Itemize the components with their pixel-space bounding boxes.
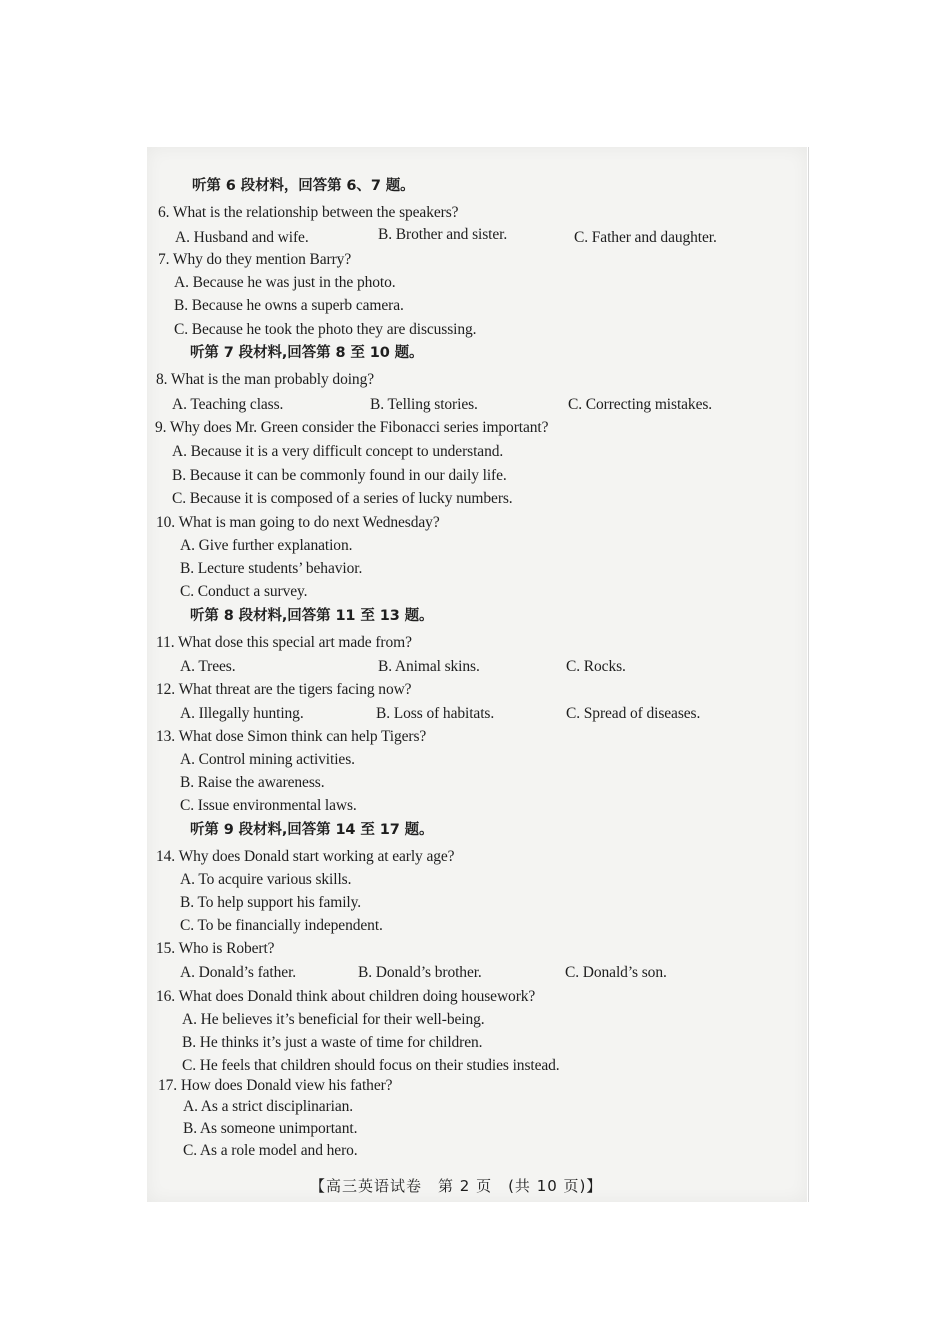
option-b: B. Because it can be commonly found in our daily life. xyxy=(172,467,507,484)
option-b: B. Brother and sister. xyxy=(378,226,508,243)
option-c: C. Because it is composed of a series of lucky numbers. xyxy=(172,490,513,507)
question-stem: 7. Why do they mention Barry? xyxy=(158,251,352,268)
question-stem: 8. What is the man probably doing? xyxy=(156,371,375,388)
option-c: C. As a role model and hero. xyxy=(183,1142,358,1159)
option-c: C. Donald’s son. xyxy=(565,964,667,981)
question-stem: 9. Why does Mr. Green consider the Fibonacci series important? xyxy=(155,419,549,436)
option-c: C. Because he took the photo they are discussing. xyxy=(174,321,477,338)
option-c: C. To be financially independent. xyxy=(180,917,383,934)
option-b: B. Loss of habitats. xyxy=(376,705,495,722)
option-c: C. He feels that children should focus on their studies instead. xyxy=(182,1057,560,1074)
section-heading: 听第 9 段材料,回答第 14 至 17 题。 xyxy=(190,822,434,838)
option-b: B. Animal skins. xyxy=(378,658,480,675)
option-a: A. He believes it’s beneficial for their well-being. xyxy=(182,1011,485,1028)
page-footer: 【高三英语试卷 第 2 页 (共 10 页)】 xyxy=(310,1177,603,1195)
option-c: C. Father and daughter. xyxy=(574,229,717,246)
question-stem: 12. What threat are the tigers facing now? xyxy=(156,681,412,698)
option-b: B. Raise the awareness. xyxy=(180,774,325,791)
option-a: A. Teaching class. xyxy=(172,396,284,413)
question-stem: 16. What does Donald think about children doing housework? xyxy=(156,988,536,1005)
option-c: C. Correcting mistakes. xyxy=(568,396,713,413)
question-stem: 15. Who is Robert? xyxy=(156,940,275,957)
option-b: B. To help support his family. xyxy=(180,894,362,911)
option-b: B. As someone unimportant. xyxy=(183,1120,358,1137)
option-a: A. Because he was just in the photo. xyxy=(174,274,396,291)
option-b: B. Because he owns a superb camera. xyxy=(174,297,404,314)
question-stem: 6. What is the relationship between the speakers? xyxy=(158,204,459,221)
option-a: A. Because it is a very difficult concept to understand. xyxy=(172,443,504,460)
question-stem: 11. What dose this special art made from? xyxy=(156,634,412,651)
question-stem: 14. Why does Donald start working at early age? xyxy=(156,848,455,865)
question-stem: 10. What is man going to do next Wednesday? xyxy=(156,514,440,531)
section-heading: 听第 6 段材料，回答第 6、7 题。 xyxy=(192,178,415,194)
option-c: C. Spread of diseases. xyxy=(566,705,701,722)
option-a: A. Give further explanation. xyxy=(180,537,353,554)
option-b: B. Lecture students’ behavior. xyxy=(180,560,363,577)
section-heading: 听第 7 段材料,回答第 8 至 10 题。 xyxy=(190,345,424,361)
option-c: C. Rocks. xyxy=(566,658,626,675)
question-stem: 17. How does Donald view his father? xyxy=(158,1077,393,1094)
option-c: C. Conduct a survey. xyxy=(180,583,308,600)
section-heading: 听第 8 段材料,回答第 11 至 13 题。 xyxy=(190,608,434,624)
question-stem: 13. What dose Simon think can help Tigers? xyxy=(156,728,427,745)
option-b: B. Telling stories. xyxy=(370,396,478,413)
option-a: A. Trees. xyxy=(180,658,236,675)
option-b: B. He thinks it’s just a waste of time for children. xyxy=(182,1034,483,1051)
option-a: A. Husband and wife. xyxy=(175,229,309,246)
option-a: A. To acquire various skills. xyxy=(180,871,352,888)
option-a: A. Control mining activities. xyxy=(180,751,355,768)
option-a: A. As a strict disciplinarian. xyxy=(183,1098,354,1115)
option-a: A. Illegally hunting. xyxy=(180,705,304,722)
option-c: C. Issue environmental laws. xyxy=(180,797,357,814)
option-a: A. Donald’s father. xyxy=(180,964,297,981)
option-b: B. Donald’s brother. xyxy=(358,964,482,981)
